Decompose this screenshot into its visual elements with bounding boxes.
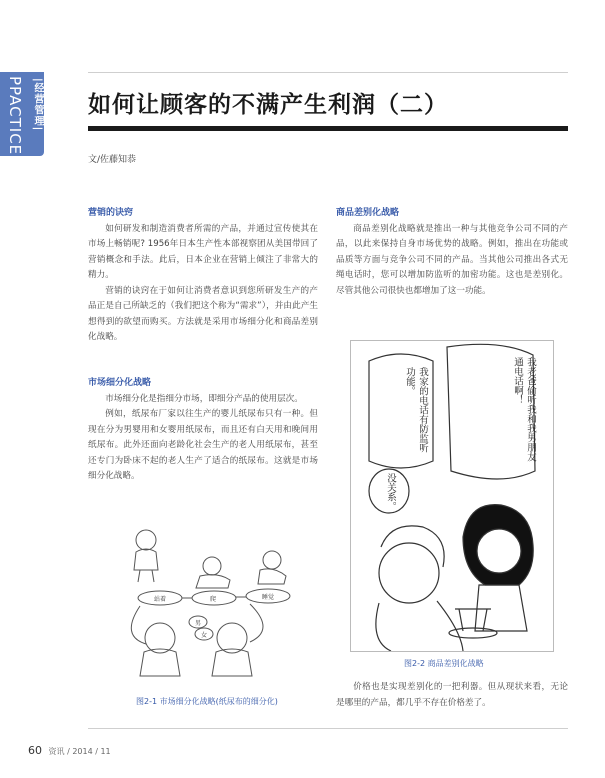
paragraph: 市场细分化是指细分市场，即细分产品的使用层次。 (105, 393, 303, 404)
paragraph: 营销的诀窍在于如何让消费者意识到您所研发生产的产品正是自己所缺乏的（我们把这个称为“需求”），并由此产生想得到的欲望而购买。方法就是采用市场细分化和商品差别化战略。 (88, 285, 318, 342)
section-tab-label: |经营管理| (32, 78, 43, 132)
label-boy: 男 (195, 620, 202, 627)
paragraph: 如何研发和制造消费者所需的产品，并通过宣传使其在市场上畅销呢? 1956年日本生产性本部视察团从美国带回了营销概念和手法。此后，日本企业在营销上倾注了非常大的精力。 (88, 223, 318, 280)
bubble-text-girl: 我老爸偷听我和我男朋友通电话啊！ (512, 357, 536, 462)
article-title: 如何让顾客的不满产生利润（二） (88, 92, 448, 118)
figure-caption-2-1: 图2-1 市场细分化战略(纸尿布的细分化) (136, 697, 278, 706)
baby-head-icon (263, 551, 281, 569)
figure-caption-2-2: 图2-2 商品差别化战略 (404, 659, 484, 668)
woman-head-icon (379, 543, 439, 603)
paragraph: 商品差别化战略就是推出一种与其他竞争公司不同的产品，以此来保持自身市场优势的战略。例如，推出在功能或品质等方面与竞争公司不同的产品。当其他公司推出各式无绳电话时，您可以增加防监听的加密功能。这也是差别化。尽管其他公司很快也都增加了这一功能。 (336, 223, 568, 296)
baby-body-icon (196, 575, 230, 588)
section-tab (0, 72, 44, 156)
right-column-top (336, 206, 568, 299)
figure-manga-phone (350, 340, 554, 652)
label-sleeping: 睡觉 (262, 594, 275, 601)
baby-body-icon (134, 549, 158, 570)
bubble-text-nevermind: 没关系。 (385, 473, 396, 511)
label-crawling: 爬 (210, 596, 217, 603)
footer-divider (88, 728, 568, 729)
figure-diaper-segmentation (100, 526, 296, 686)
heading-product-differentiation: 商品差别化战略 (336, 208, 400, 218)
paragraph: 价格也是实现差别化的一把利器。但从现状来看，无论是哪里的产品，都几乎不存在价格差了。 (336, 682, 568, 708)
baby-body-icon (258, 569, 286, 584)
title-underline (88, 126, 568, 131)
heading-marketing-tips: 营销的诀窍 (88, 208, 134, 218)
girl-head-icon (477, 529, 521, 573)
heading-market-segmentation: 市场细分化战略 (88, 378, 152, 388)
issue-info: 资讯 / 2014 / 11 (48, 747, 111, 756)
page-footer (28, 744, 111, 757)
right-column-bottom (336, 680, 568, 711)
top-divider (88, 72, 568, 73)
section-tab-english: PPACTICE (6, 76, 24, 156)
paragraph: 例如，纸尿布厂家以往生产的婴儿纸尿布只有一种。但现在分为男婴用和女婴用纸尿布，而且还有白天用和晚间用纸尿布。此外还面向老龄化社会生产的老人用纸尿布，甚至还专门为卧床不起的老人生产了适合的纸尿布。这就是市场细分化战略。 (88, 409, 318, 481)
page-number: 60 (28, 744, 42, 757)
baby-head-icon (136, 530, 156, 550)
babies-illustration (100, 526, 296, 686)
left-column-top (88, 206, 318, 346)
label-girl: 女 (201, 632, 208, 639)
baby-head-icon (203, 557, 221, 575)
label-standing: 站着 (154, 596, 167, 603)
byline: 文/佐藤知恭 (88, 155, 137, 165)
left-column-middle (88, 376, 318, 485)
bubble-text-woman: 我家的电话有防监听功能。 (404, 367, 428, 453)
